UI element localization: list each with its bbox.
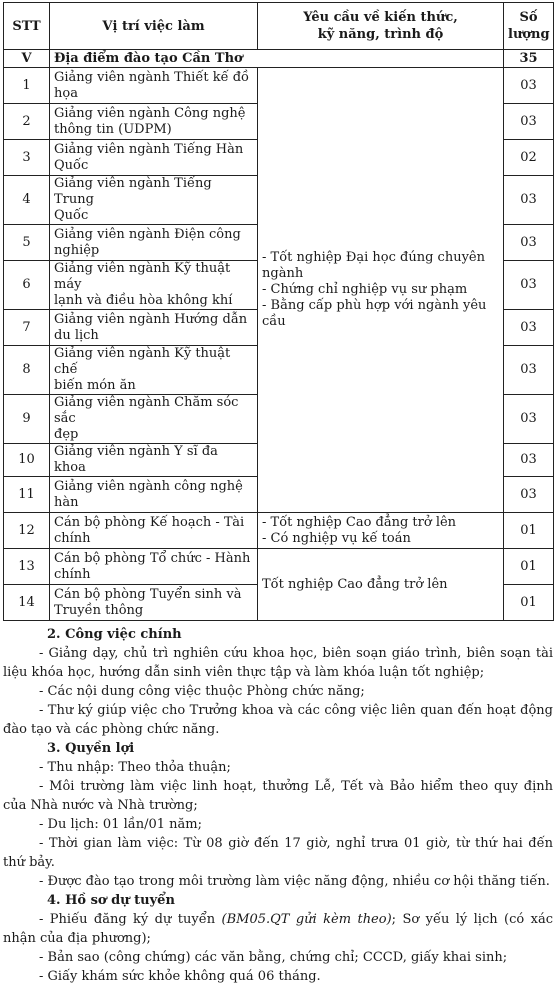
row-stt: 10 bbox=[4, 444, 50, 477]
header-requirement-line2: kỹ năng, trình độ bbox=[317, 27, 444, 42]
row-position bbox=[50, 310, 258, 346]
row-qty: 03 bbox=[504, 225, 554, 261]
row-position bbox=[50, 68, 258, 104]
requirement-line: - Chứng chỉ nghiệp vụ sư phạm bbox=[262, 282, 468, 297]
row-stt: 7 bbox=[4, 310, 50, 346]
row-stt: 4 bbox=[4, 176, 50, 225]
document-body bbox=[3, 625, 553, 986]
row-stt: 9 bbox=[4, 395, 50, 444]
paragraph: - Giấy khám sức khỏe không quá 06 tháng. bbox=[39, 969, 321, 984]
row-qty: 03 bbox=[504, 395, 554, 444]
row-position-line1: Cán bộ phòng Tuyển sinh và bbox=[54, 586, 242, 602]
form-reference: (BM05.QT gửi kèm theo) bbox=[221, 912, 392, 927]
row-qty: 03 bbox=[504, 310, 554, 346]
row-position-line2: Truyền thông bbox=[54, 602, 144, 618]
row-position-line1: Cán bộ phòng Kế hoạch - Tài bbox=[54, 514, 245, 530]
paragraph: - Giảng dạy, chủ trì nghiên cứu khoa học, biên soạn giáo trình, biên soạn tài liệu khóa học, hướng dẫn sinh viên thực tập và làm khóa luận tốt nghiệp; bbox=[3, 646, 553, 680]
row-qty: 03 bbox=[504, 68, 554, 104]
row-position bbox=[50, 395, 258, 444]
row-position-line2: Quốc bbox=[54, 208, 89, 223]
row-stt: 12 bbox=[4, 513, 50, 549]
table-row bbox=[4, 68, 554, 104]
row-position bbox=[50, 513, 258, 549]
row-qty: 03 bbox=[504, 104, 554, 140]
header-quantity bbox=[504, 3, 554, 50]
row-position-line2: nghiệp bbox=[54, 242, 100, 258]
paragraph: - Bản sao (công chứng) các văn bằng, chứng chỉ; CCCD, giấy khai sinh; bbox=[39, 950, 508, 965]
row-position-line1: Giảng viên ngành Kỹ thuật chế bbox=[54, 346, 231, 377]
recruitment-table bbox=[3, 2, 554, 621]
row-position-line1: Giảng viên ngành Hướng dẫn bbox=[54, 311, 248, 327]
paragraph: - Thu nhập: Theo thỏa thuận; bbox=[39, 760, 231, 775]
row-stt: 14 bbox=[4, 585, 50, 621]
row-qty: 03 bbox=[504, 477, 554, 513]
row-qty: 03 bbox=[504, 444, 554, 477]
row-qty: 03 bbox=[504, 346, 554, 395]
row-position bbox=[50, 140, 258, 176]
section-heading-benefits: 3. Quyền lợi bbox=[47, 741, 135, 756]
row-stt: 1 bbox=[4, 68, 50, 104]
requirement-line: - Bằng cấp phù hợp với ngành yêu cầu bbox=[262, 298, 487, 329]
paragraph: - Môi trường làm việc linh hoạt, thưởng Lễ, Tết và Bảo hiểm theo quy định của Nhà nước và Nhà trường; bbox=[3, 779, 553, 813]
header-quantity-line1: Số bbox=[519, 10, 538, 25]
text-span: - Phiếu đăng ký dự tuyển bbox=[39, 912, 222, 927]
row-position bbox=[50, 225, 258, 261]
row-position-line1: Cán bộ phòng Tổ chức - Hành bbox=[54, 550, 251, 566]
row-position bbox=[50, 585, 258, 621]
section-row bbox=[4, 50, 554, 68]
header-requirement bbox=[258, 3, 504, 50]
section-stt: V bbox=[4, 50, 50, 68]
row-position-line2: hàn bbox=[54, 494, 79, 510]
paragraph bbox=[3, 910, 553, 948]
header-stt: STT bbox=[4, 3, 50, 50]
row-position-line2: đẹp bbox=[54, 427, 79, 442]
row-position bbox=[50, 549, 258, 585]
section-heading-duties: 2. Công việc chính bbox=[47, 627, 182, 642]
table-header-row bbox=[4, 3, 554, 50]
row-position-line2: họa bbox=[54, 85, 78, 101]
requirement-line: - Tốt nghiệp Đại học đúng chuyên ngành bbox=[262, 250, 485, 281]
row-position-line1: Giảng viên ngành Công nghệ bbox=[54, 105, 246, 121]
paragraph: - Thư ký giúp việc cho Trưởng khoa và các công việc liên quan đến hoạt động đào tạo và các phòng chức năng. bbox=[3, 703, 553, 737]
document-page bbox=[3, 2, 555, 986]
row-position bbox=[50, 346, 258, 395]
header-requirement-line1: Yêu cầu về kiến thức, bbox=[303, 10, 458, 25]
row-qty: 01 bbox=[504, 585, 554, 621]
row-position-line1: Giảng viên ngành Điện công bbox=[54, 226, 241, 242]
row-position bbox=[50, 477, 258, 513]
requirement-line: - Có nghiệp vụ kế toán bbox=[262, 530, 411, 546]
row-position-line2: biến món ăn bbox=[54, 378, 136, 393]
requirement-line: - Tốt nghiệp Cao đẳng trở lên bbox=[262, 514, 457, 530]
row-stt: 5 bbox=[4, 225, 50, 261]
header-quantity-line2: lượng bbox=[508, 27, 550, 42]
row-stt: 6 bbox=[4, 261, 50, 310]
row-stt: 3 bbox=[4, 140, 50, 176]
paragraph: - Được đào tạo trong môi trường làm việc năng động, nhiều cơ hội thăng tiến. bbox=[39, 874, 550, 889]
row-qty: 01 bbox=[504, 513, 554, 549]
row-stt: 2 bbox=[4, 104, 50, 140]
row-qty: 02 bbox=[504, 140, 554, 176]
section-heading-application: 4. Hồ sơ dự tuyển bbox=[47, 893, 175, 908]
row-position-line1: Giảng viên ngành Tiếng Hàn bbox=[54, 141, 244, 157]
row-position-line2: chính bbox=[54, 566, 91, 582]
paragraph: - Du lịch: 01 lần/01 năm; bbox=[39, 817, 202, 832]
row-position-line2: du lịch bbox=[54, 327, 99, 343]
row-stt: 13 bbox=[4, 549, 50, 585]
paragraph: - Các nội dung công việc thuộc Phòng chức năng; bbox=[39, 684, 365, 699]
row-position bbox=[50, 176, 258, 225]
row-position-line2: lạnh và điều hòa không khí bbox=[54, 293, 233, 308]
row-position-line2: Quốc bbox=[54, 157, 89, 173]
row-position-line1: Giảng viên ngành Thiết kế đồ bbox=[54, 69, 249, 85]
row-position-line2: thông tin (UDPM) bbox=[54, 121, 172, 137]
row-qty: 03 bbox=[504, 261, 554, 310]
row-stt: 8 bbox=[4, 346, 50, 395]
row-stt: 11 bbox=[4, 477, 50, 513]
row-position bbox=[50, 104, 258, 140]
paragraph: - Thời gian làm việc: Từ 08 giờ đến 17 giờ, nghỉ trưa 01 giờ, từ thứ hai đến thứ bảy. bbox=[3, 836, 553, 870]
row-position bbox=[50, 261, 258, 310]
section-title: Địa điểm đào tạo Cần Thơ bbox=[50, 50, 504, 68]
row-position-line1: Giảng viên ngành Chăm sóc sắc bbox=[54, 395, 239, 426]
header-position: Vị trí việc làm bbox=[50, 3, 258, 50]
row-position-line1: Giảng viên ngành Kỹ thuật máy bbox=[54, 261, 231, 292]
row-position-line1: Giảng viên ngành Tiếng Trung bbox=[54, 176, 212, 207]
row-position-line1: Giảng viên ngành Y sĩ đa khoa bbox=[54, 444, 218, 475]
row-position-line2: chính bbox=[54, 530, 91, 546]
row-position bbox=[50, 444, 258, 477]
requirements-group-1 bbox=[258, 68, 504, 513]
section-qty: 35 bbox=[504, 50, 554, 68]
row-qty: 03 bbox=[504, 176, 554, 225]
requirements-group-2 bbox=[258, 513, 504, 549]
table-row bbox=[4, 513, 554, 549]
row-qty: 01 bbox=[504, 549, 554, 585]
row-position-line1: Giảng viên ngành công nghệ bbox=[54, 478, 243, 494]
text-span: ; Sơ yếu lý lịch (có xác nhận của địa phương); bbox=[3, 912, 553, 946]
table-row bbox=[4, 549, 554, 585]
requirements-group-3: Tốt nghiệp Cao đẳng trở lên bbox=[258, 549, 504, 621]
